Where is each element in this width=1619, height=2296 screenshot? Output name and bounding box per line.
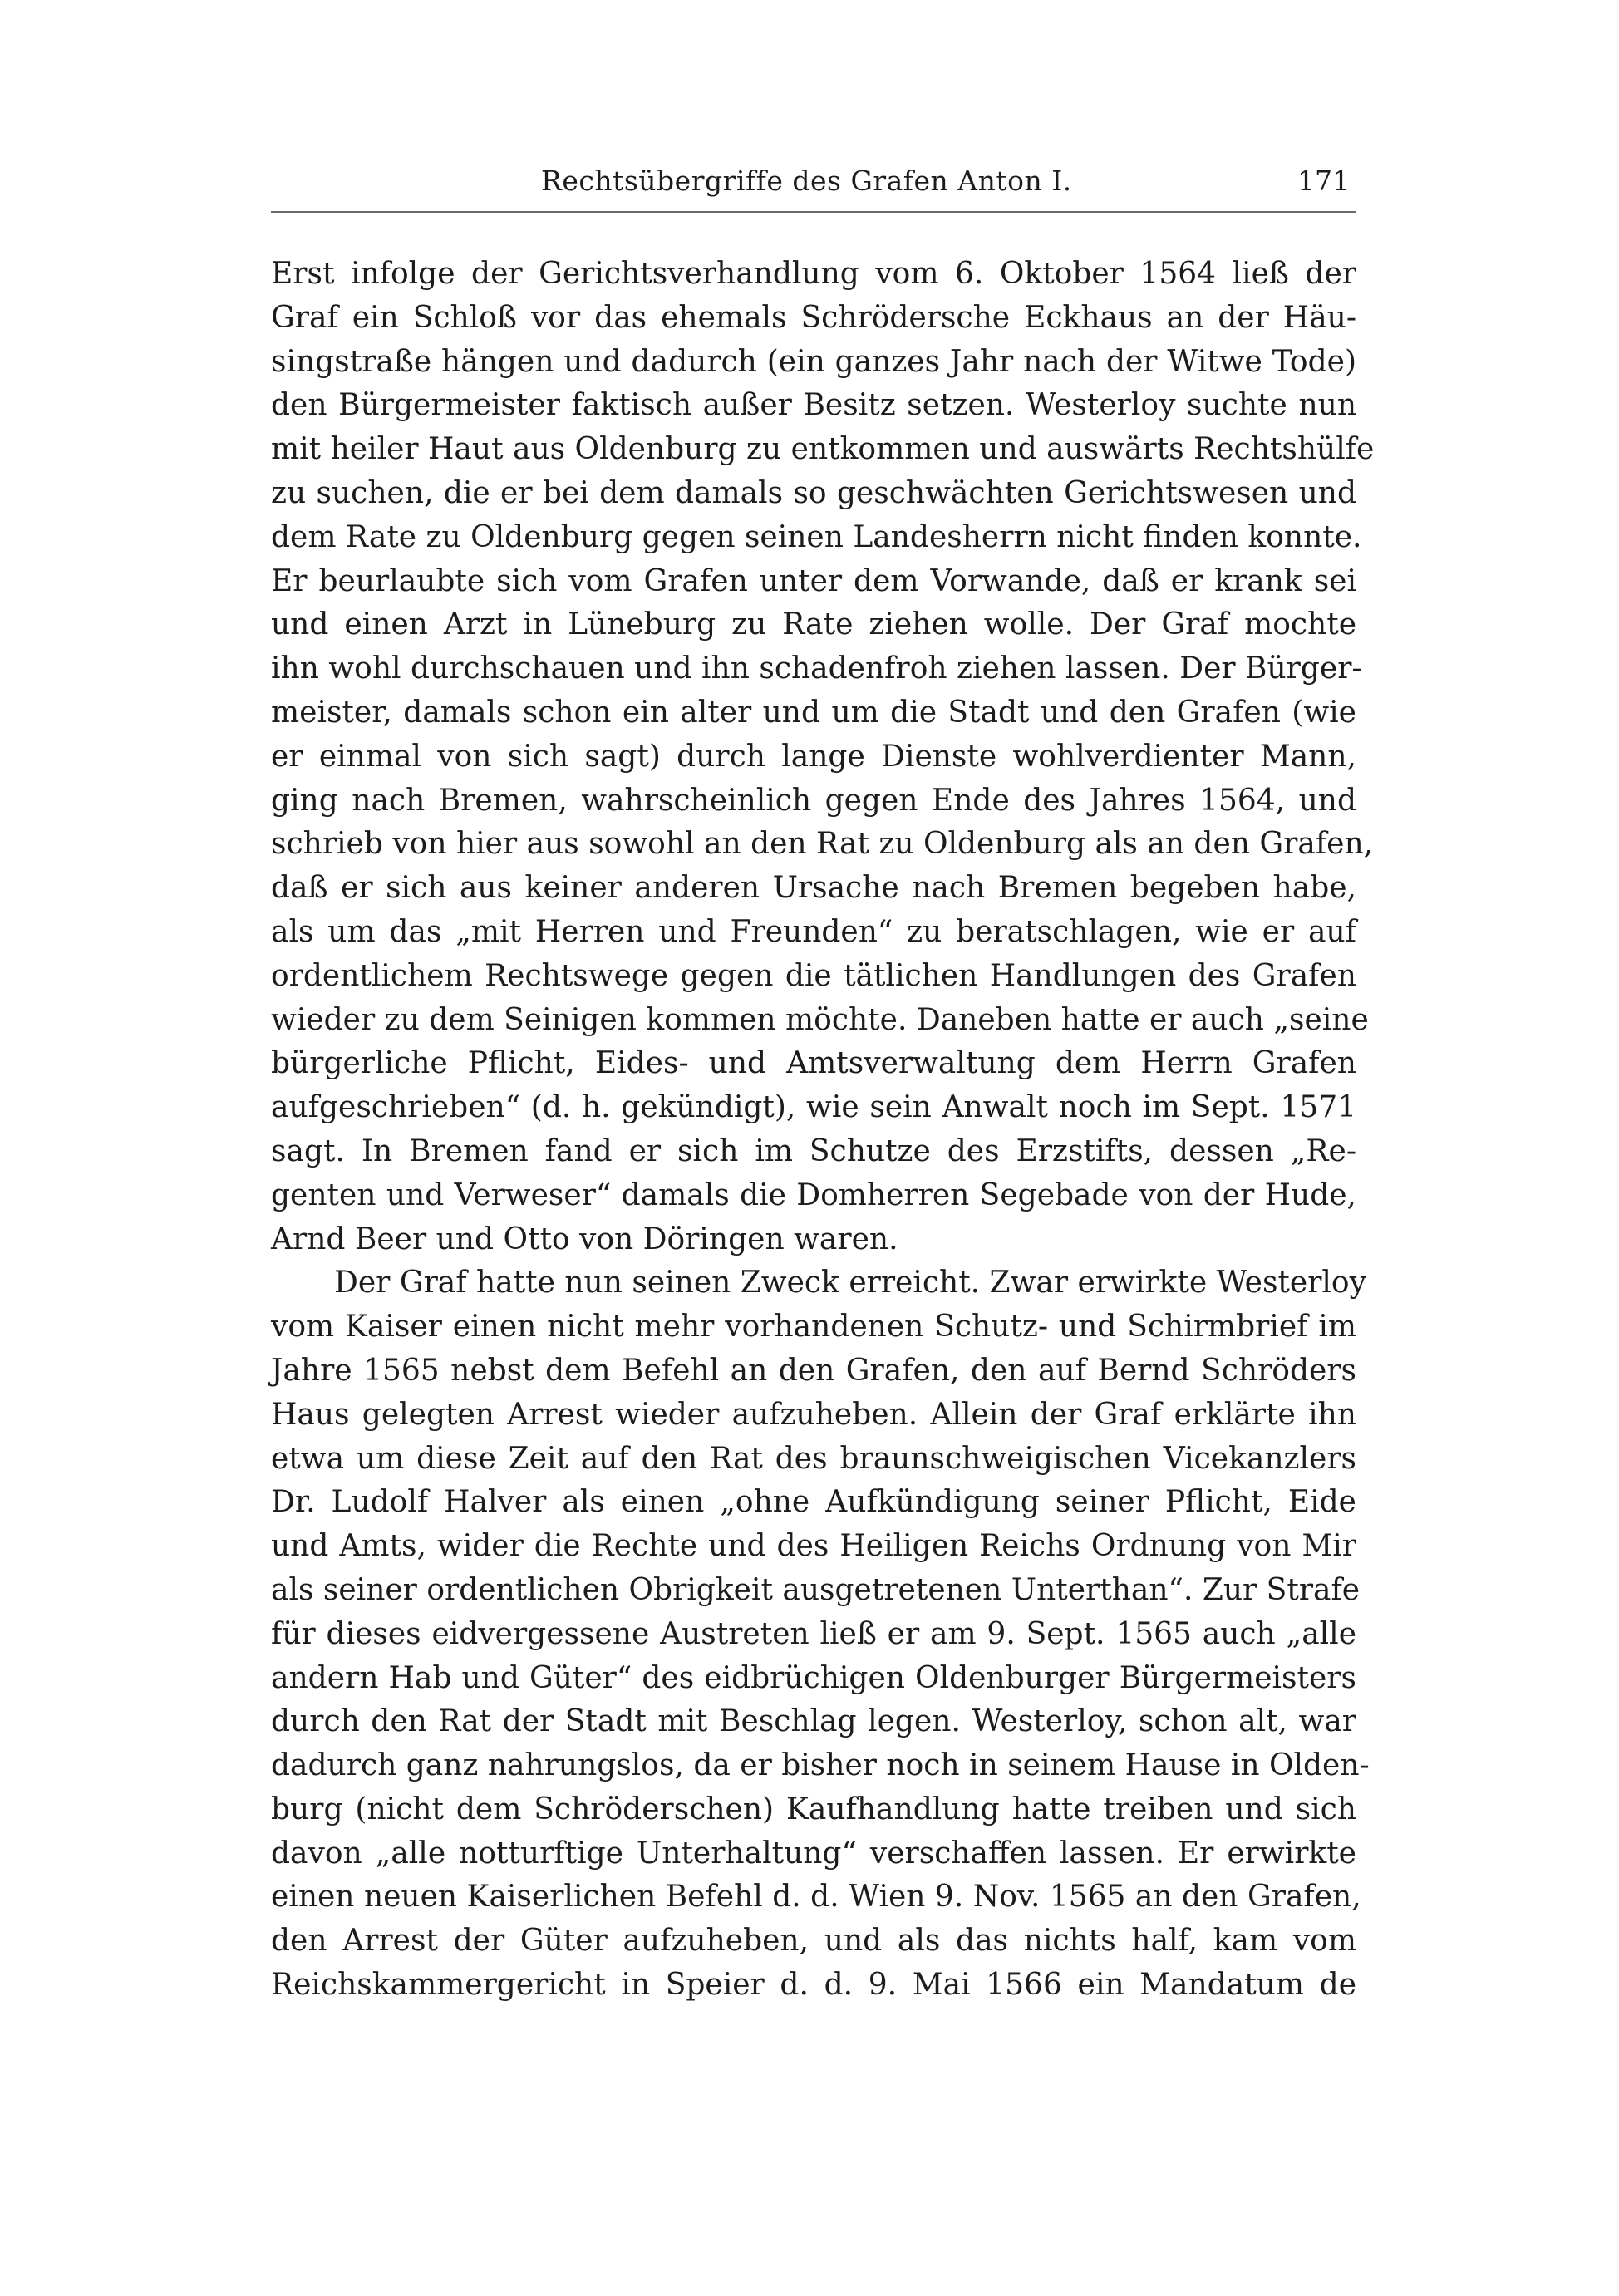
text-line: Jahre 1565 nebst dem Befehl an den Grafen, den auf Bernd Schröders bbox=[271, 1353, 1356, 1388]
text-line: zu suchen, die er bei dem damals so geschwächten Gerichtswesen und bbox=[271, 475, 1356, 510]
body-text bbox=[271, 253, 1375, 2008]
text-line: den Arrest der Güter aufzuheben, und als das nichts half, kam vom bbox=[271, 1924, 1356, 1959]
text-line: Dr. Ludolf Halver als einen „ohne Aufkündigung seiner Pflicht, Eide bbox=[271, 1485, 1356, 1520]
text-line: etwa um diese Zeit auf den Rat des braunschweigischen Vicekanzlers bbox=[271, 1441, 1356, 1476]
text-line: ging nach Bremen, wahrscheinlich gegen Ende des Jahres 1564, und bbox=[271, 783, 1356, 818]
book-page bbox=[271, 158, 1375, 2008]
text-line: singstraße hängen und dadurch (ein ganzes Jahr nach der Witwe Tode) bbox=[271, 344, 1356, 379]
text-line: ordentlichem Rechtswege gegen die tätlichen Handlungen des Grafen bbox=[271, 958, 1356, 993]
text-line: durch den Rat der Stadt mit Beschlag legen. Westerloy, schon alt, war bbox=[271, 1704, 1356, 1739]
text-line: dem Rate zu Oldenburg gegen seinen Landesherrn nicht finden konnte. bbox=[271, 519, 1362, 554]
text-line: davon „alle notturftige Unterhaltung“ verschaffen lassen. Er erwirkte bbox=[271, 1836, 1356, 1871]
text-line: andern Hab und Güter“ des eidbrüchigen Oldenburger Bürgermeisters bbox=[271, 1660, 1356, 1695]
text-line: Graf ein Schloß vor das ehemals Schrödersche Eckhaus an der Häu- bbox=[271, 300, 1356, 335]
text-line: dadurch ganz nahrungslos, da er bisher noch in seinem Hause in Olden- bbox=[271, 1748, 1370, 1783]
text-line: mit heiler Haut aus Oldenburg zu entkommen und auswärts Rechtshülfe bbox=[271, 432, 1375, 467]
text-line: Haus gelegten Arrest wieder aufzuheben. Allein der Graf erklärte ihn bbox=[271, 1397, 1356, 1432]
text-line: und Amts, wider die Rechte und des Heiligen Reichs Ordnung von Mir bbox=[271, 1529, 1356, 1564]
text-line: Er beurlaubte sich vom Grafen unter dem Vorwande, daß er krank sei bbox=[271, 563, 1356, 598]
running-header bbox=[271, 158, 1356, 213]
text-line: als um das „mit Herren und Freunden“ zu beratschlagen, wie er auf bbox=[271, 914, 1356, 949]
text-line: wieder zu dem Seinigen kommen möchte. Daneben hatte er auch „seine bbox=[271, 1002, 1369, 1037]
paragraph bbox=[271, 253, 1375, 1261]
text-line: vom Kaiser einen nicht mehr vorhandenen Schutz- und Schirmbrief im bbox=[271, 1310, 1356, 1345]
text-line: genten und Verweser“ damals die Domherren Segebade von der Hude, bbox=[271, 1177, 1356, 1212]
text-line: aufgeschrieben“ (d. h. gekündigt), wie sein Anwalt noch im Sept. 1571 bbox=[271, 1090, 1356, 1125]
text-line: für dieses eidvergessene Austreten ließ er am 9. Sept. 1565 auch „alle bbox=[271, 1616, 1356, 1651]
text-line: einen neuen Kaiserlichen Befehl d. d. Wien 9. Nov. 1565 an den Grafen, bbox=[271, 1880, 1361, 1915]
text-line: Arnd Beer und Otto von Döringen waren. bbox=[271, 1222, 898, 1256]
text-line: Erst infolge der Gerichtsverhandlung vom 6. Oktober 1564 ließ der bbox=[271, 257, 1356, 291]
text-line: als seiner ordentlichen Obrigkeit ausgetretenen Unterthan“. Zur Strafe bbox=[271, 1572, 1361, 1607]
paragraph bbox=[271, 1261, 1370, 2008]
text-line: er einmal von sich sagt) durch lange Dienste wohlverdienter Mann, bbox=[271, 739, 1356, 774]
running-title: Rechtsübergriffe des Grafen Anton I. bbox=[541, 165, 1072, 197]
text-line: schrieb von hier aus sowohl an den Rat zu Oldenburg als an den Grafen, bbox=[271, 827, 1374, 862]
text-line: meister, damals schon ein alter und um die Stadt und den Grafen (wie bbox=[271, 695, 1356, 730]
text-line: sagt. In Bremen fand er sich im Schutze des Erzstifts, dessen „Re- bbox=[271, 1133, 1356, 1168]
text-line: den Bürgermeister faktisch außer Besitz setzen. Westerloy suchte nun bbox=[271, 388, 1356, 423]
text-line: und einen Arzt in Lüneburg zu Rate ziehen wolle. Der Graf mochte bbox=[271, 607, 1356, 642]
text-line: daß er sich aus keiner anderen Ursache nach Bremen begeben habe, bbox=[271, 871, 1356, 906]
text-line: Reichskammergericht in Speier d. d. 9. Mai 1566 ein Mandatum de bbox=[271, 1968, 1356, 2003]
text-line: Der Graf hatte nun seinen Zweck erreicht. Zwar erwirkte Westerloy bbox=[334, 1266, 1366, 1300]
text-line: burg (nicht dem Schröderschen) Kaufhandlung hatte treiben und sich bbox=[271, 1792, 1356, 1826]
text-line: ihn wohl durchschauen und ihn schadenfroh ziehen lassen. Der Bürger- bbox=[271, 651, 1362, 686]
page-number: 171 bbox=[1297, 165, 1350, 197]
text-line: bürgerliche Pflicht, Eides- und Amtsverwaltung dem Herrn Grafen bbox=[271, 1046, 1356, 1081]
